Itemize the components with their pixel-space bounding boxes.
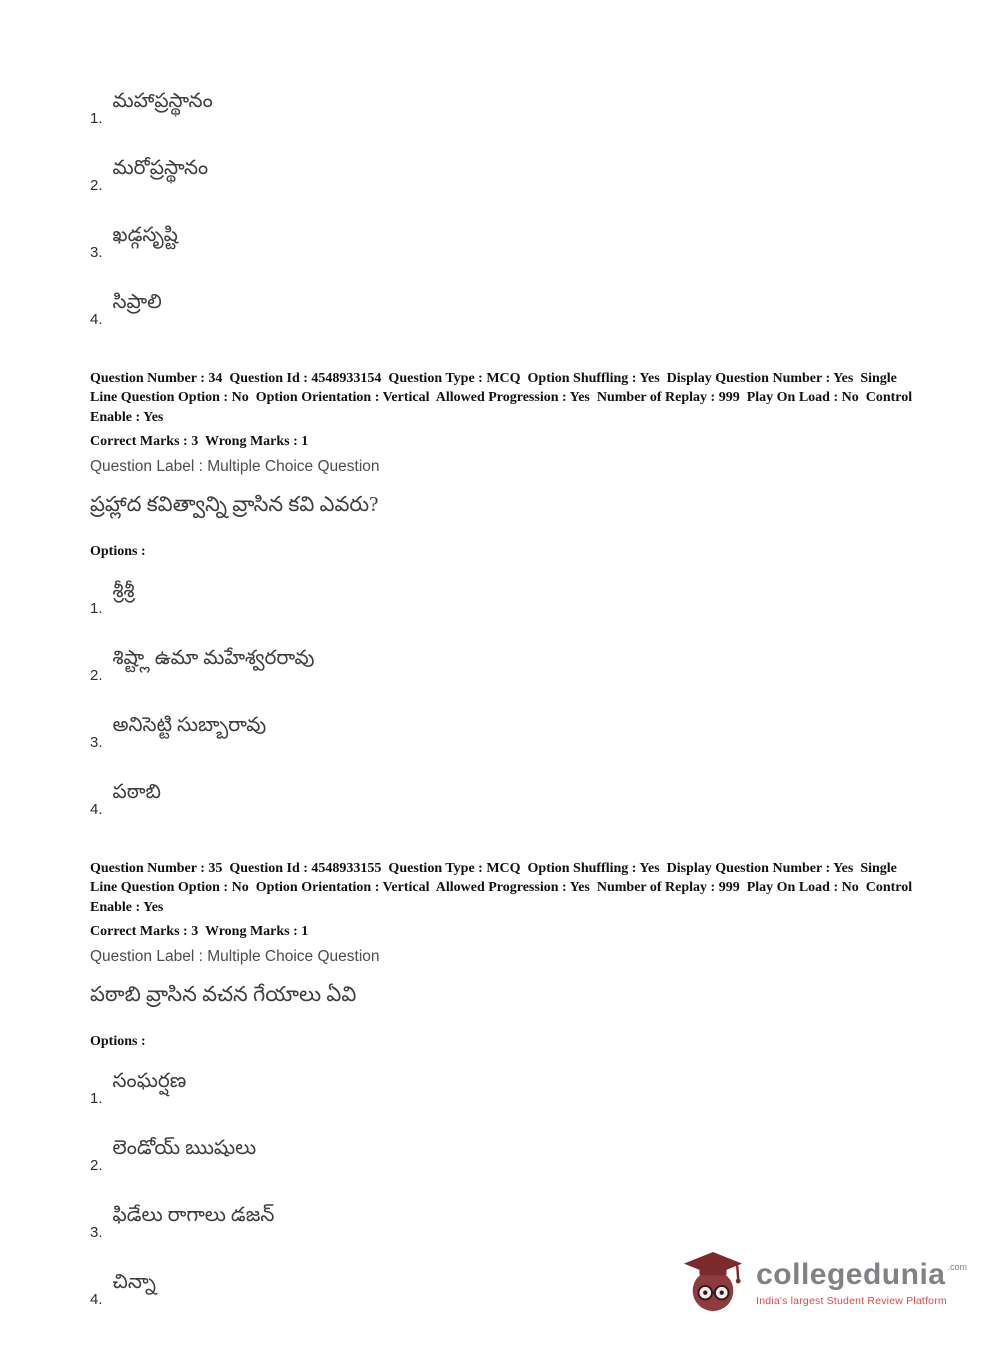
option-number: 2. (90, 1156, 103, 1174)
option-text: పఠాబి (112, 780, 161, 803)
option-row (90, 1125, 1001, 1175)
option-row (90, 635, 1001, 685)
option-text: మహాప్రస్థానం (112, 90, 213, 112)
question-block-34 (90, 369, 1001, 819)
option-text: మరోప్రస్థానం (112, 157, 209, 179)
option-number: 2. (90, 666, 103, 684)
options-list (90, 568, 1001, 819)
options-heading: Options : (90, 1033, 146, 1049)
collegedunia-logo (682, 1250, 967, 1316)
option-row (90, 279, 1001, 329)
option-text: ఫిడేలు రాగాలు డజన్ (112, 1203, 275, 1226)
option-number: 4. (90, 800, 103, 818)
question-marks: Correct Marks : 3 Wrong Marks : 1 (90, 433, 309, 449)
option-number: 1. (90, 110, 103, 127)
option-number: 4. (90, 311, 103, 328)
logo-tld: .com (947, 1261, 967, 1272)
option-row (90, 1058, 1001, 1108)
option-text: చిన్నా (112, 1270, 156, 1293)
logo-text-column (756, 1257, 967, 1307)
question-meta: Question Number : 34 Question Id : 4548933154 Question Type : MCQ Option Shuffling : Yes Display Question Number : Yes Single Line Question Option : No Option Orientation : Vertical Allowed Progression : Yes Number of Replay : 999 Play On Load : No Control Enable : Yes (90, 371, 913, 425)
option-number: 1. (90, 1089, 103, 1107)
option-row (90, 212, 1001, 262)
option-number: 3. (90, 1223, 103, 1241)
question-text: పఠాబి వ్రాసిన వచన గేయాలు ఏవి (90, 981, 357, 1006)
question-meta: Question Number : 35 Question Id : 4548933155 Question Type : MCQ Option Shuffling : Yes Display Question Number : Yes Single Line Question Option : No Option Orientation : Vertical Allowed Progression : Yes Number of Replay : 999 Play On Load : No Control Enable : Yes (90, 860, 913, 915)
option-number: 2. (90, 177, 103, 194)
option-number: 3. (90, 733, 103, 751)
option-text: అనిసెట్టి సుబ్బారావు (112, 713, 267, 736)
logo-tagline: India's largest Student Review Platform (756, 1294, 947, 1307)
option-row (90, 702, 1001, 752)
question-text: ప్రహ్లాద కవిత్వాన్ని వ్రాసిన కవి ఎవరు? (90, 491, 379, 516)
option-text: సిప్రాలి (112, 291, 162, 313)
question-block-35 (90, 859, 1001, 1309)
option-row (90, 78, 1001, 128)
option-text: లెండోయ్ ఋషులు (112, 1136, 257, 1159)
option-row (90, 568, 1001, 618)
question-marks: Correct Marks : 3 Wrong Marks : 1 (90, 923, 309, 939)
option-row (90, 145, 1001, 195)
option-row (90, 769, 1001, 819)
option-text: సంఘర్షణ (112, 1069, 187, 1092)
question-label: Question Label : Multiple Choice Question (90, 947, 380, 965)
option-text: శ్రీశ్రీ (112, 579, 135, 602)
options-heading: Options : (90, 543, 146, 559)
option-row (90, 1192, 1001, 1242)
option-number: 1. (90, 599, 103, 617)
question-label: Question Label : Multiple Choice Question (90, 457, 380, 475)
logo-brand: collegedunia (756, 1257, 946, 1291)
previous-question-options (90, 78, 1001, 329)
option-text: శిష్ట్లా ఉమా మహేశ్వరరావు (112, 646, 315, 669)
grad-cap-mascot-icon (682, 1250, 744, 1316)
option-number: 3. (90, 244, 103, 261)
logo-brand-line (756, 1257, 967, 1291)
option-text: ఖడ్గసృష్టి (112, 224, 178, 246)
option-number: 4. (90, 1290, 103, 1308)
